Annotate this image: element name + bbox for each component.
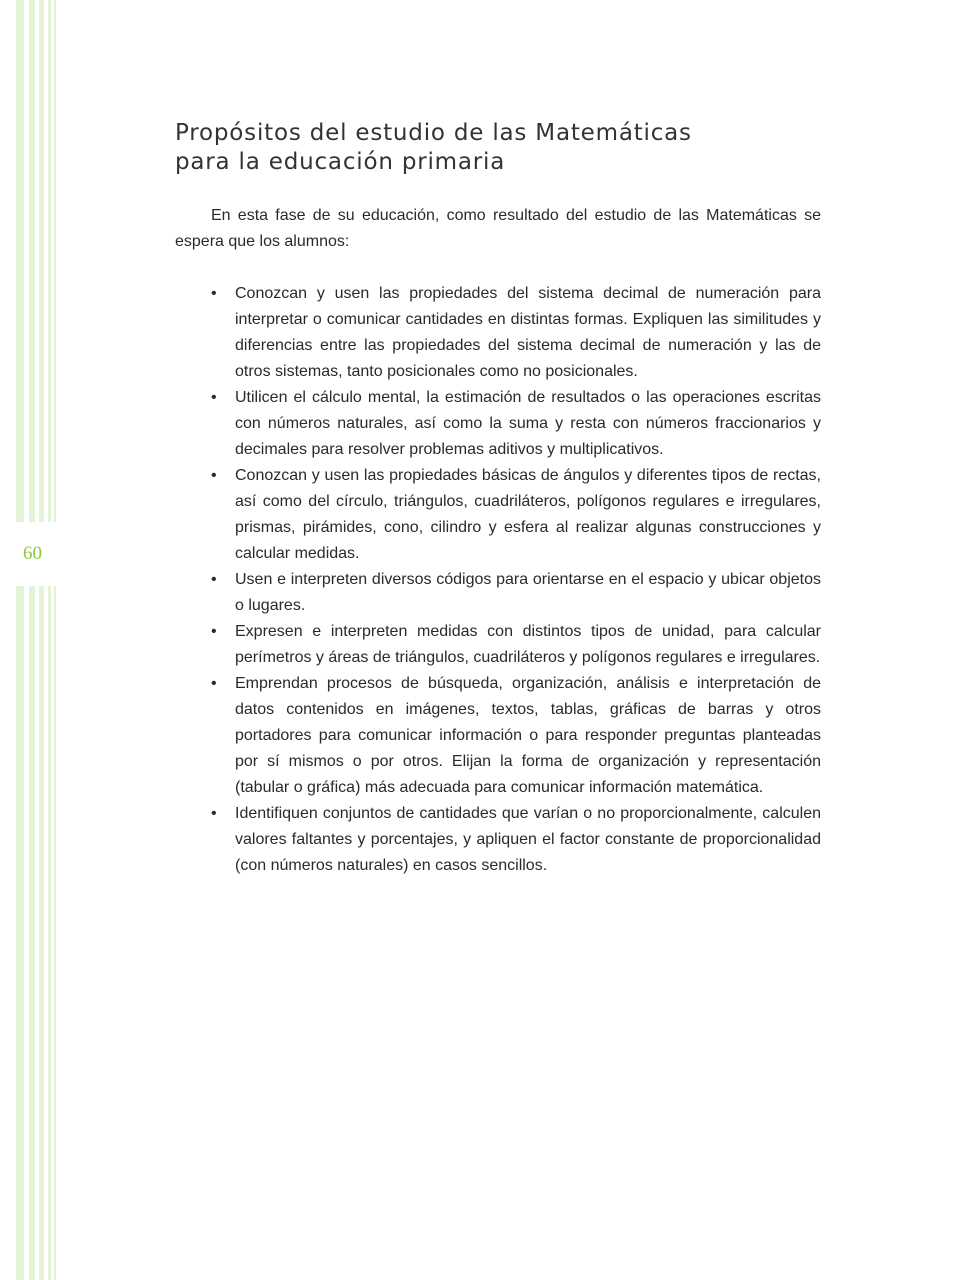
bullet-icon: •: [211, 285, 217, 302]
bullet-icon: •: [211, 389, 217, 406]
bullet-icon: •: [211, 623, 217, 640]
list-item-text: Emprendan procesos de búsqueda, organización, análisis e interpretación de datos contenidos en imágenes, textos, tablas, gráficas de barras y otros portadores para comunicar información o para responder preguntas planteadas por sí mismos o por otros. Elijan la forma de organización y representación (tabular o gráfica) más adecuada para comunicar información matemática.: [235, 675, 821, 796]
list-item: [211, 671, 821, 801]
list-item: [211, 281, 821, 385]
list-item-text: Usen e interpreten diversos códigos para orientarse en el espacio y ubicar objetos o lugares.: [235, 571, 821, 614]
objectives-list: [211, 281, 821, 879]
list-item-text: Identifiquen conjuntos de cantidades que varían o no proporcionalmente, calculen valores faltantes y porcentajes, y apliquen el factor constante de proporcionalidad (con números naturales) en casos sencillos.: [235, 805, 821, 874]
bullet-icon: •: [211, 675, 217, 692]
decorative-side-stripes: [0, 0, 60, 1280]
list-item: [211, 801, 821, 879]
list-item-text: Utilicen el cálculo mental, la estimación de resultados o las operaciones escritas con números naturales, así como la suma y resta con números fraccionarios y decimales para resolver problemas aditivos y multiplicativos.: [235, 389, 821, 458]
intro-paragraph: En esta fase de su educación, como resultado del estudio de las Matemáticas se espera que los alumnos:: [175, 207, 821, 250]
bullet-icon: •: [211, 571, 217, 588]
list-item: [211, 385, 821, 463]
page-number: 60: [23, 543, 42, 564]
list-item-text: Conozcan y usen las propiedades del sistema decimal de numeración para interpretar o comunicar cantidades en distintas formas. Expliquen las similitudes y diferencias entre las propiedades del sistema decimal de numeración y las de otros sistemas, tanto posicionales como no posicionales.: [235, 285, 821, 380]
list-item-text: Expresen e interpreten medidas con distintos tipos de unidad, para calcular perímetros y áreas de triángulos, cuadriláteros y polígonos regulares e irregulares.: [235, 623, 821, 666]
stripe: [29, 0, 35, 1280]
list-item-text: Conozcan y usen las propiedades básicas de ángulos y diferentes tipos de rectas, así como del círculo, triángulos, cuadriláteros, polígonos regulares e irregulares, prismas, pirámides, cono, cilindro y esfera al realizar algunas construcciones y calcular medidas.: [235, 467, 821, 562]
page-title: [175, 119, 825, 177]
bullet-icon: •: [211, 467, 217, 484]
bullet-icon: •: [211, 805, 217, 822]
stripe: [48, 0, 51, 1280]
list-item: [211, 619, 821, 671]
stripe: [16, 0, 24, 1280]
list-item: [211, 567, 821, 619]
list-item: [211, 463, 821, 567]
page-title-line-1: Propósitos del estudio de las Matemáticas: [175, 120, 692, 146]
stripe: [54, 0, 56, 1280]
page-title-line-2: para la educación primaria: [175, 149, 506, 175]
stripe: [39, 0, 44, 1280]
